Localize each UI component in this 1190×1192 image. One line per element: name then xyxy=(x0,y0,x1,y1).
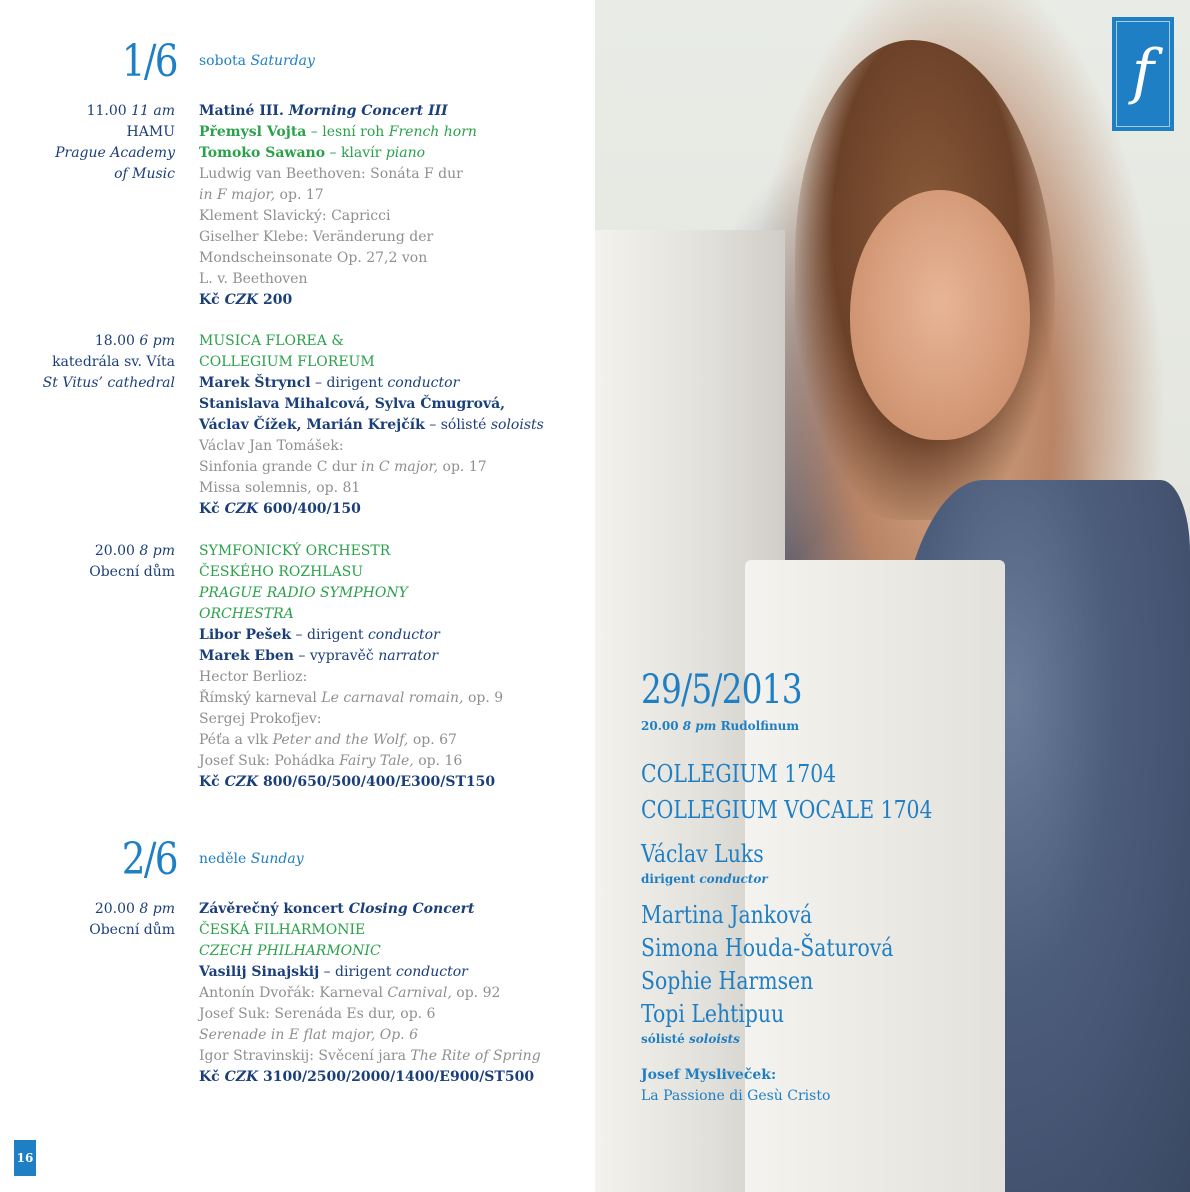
event-time-venue xyxy=(89,899,175,941)
featured-date: 29/5/2013 xyxy=(641,667,802,713)
day-date: 2/6 xyxy=(121,834,177,885)
program-line: Serenade in E flat major, Op. 6 xyxy=(199,1027,418,1043)
soloist-name: Sophie Harmsen xyxy=(641,967,814,995)
featured-soloists xyxy=(641,899,961,1047)
program-line: Sinfonia grande C dur in C major, op. 17 xyxy=(199,459,487,475)
soloists: Václav Čížek, Marián Krejčík – sólisté soloists xyxy=(199,417,544,433)
work-composer: Josef Mysliveček: xyxy=(641,1067,777,1083)
ensemble-name: COLLEGIUM FLOREUM xyxy=(199,354,375,370)
event-venue-en: Prague Academy xyxy=(55,145,175,161)
performer: Přemysl Vojta – lesní roh French horn xyxy=(199,124,477,140)
event-details xyxy=(199,331,544,520)
featured-concert xyxy=(641,666,961,1107)
featured-work xyxy=(641,1065,961,1107)
price: Kč CZK 600/400/150 xyxy=(199,501,361,517)
day-name: neděle Sunday xyxy=(199,851,304,867)
event-time: 20.00 8 pm xyxy=(94,901,175,917)
ensemble-name: SYMFONICKÝ ORCHESTR xyxy=(199,543,391,559)
event-venue-en: St Vitus’ cathedral xyxy=(42,375,175,391)
program-line: in F major, op. 17 xyxy=(199,187,324,203)
event-time-venue xyxy=(43,331,175,394)
event-venue: Obecní dům xyxy=(89,922,175,938)
performer: Vasilij Sinajskij – dirigent conductor xyxy=(199,964,468,980)
soloist-name: Martina Janková xyxy=(641,901,813,929)
soloists-role: sólisté soloists xyxy=(641,1032,740,1046)
event-venue-en: of Music xyxy=(114,166,175,182)
performer: Tomoko Sawano – klavír piano xyxy=(199,145,426,161)
ensemble-name: MUSICA FLOREA & xyxy=(199,333,344,349)
ensemble-name-en: ORCHESTRA xyxy=(199,606,294,622)
program-line: Mondscheinsonate Op. 27,2 von xyxy=(199,250,428,266)
program-line: Antonín Dvořák: Karneval Carnival, op. 92 xyxy=(199,985,501,1001)
event-title: Závěrečný koncert Closing Concert xyxy=(199,901,475,917)
soloist-name: Simona Houda-Šaturová xyxy=(641,934,894,962)
event-details xyxy=(199,101,477,311)
program-line: Římský karneval Le carnaval romain, op. 9 xyxy=(199,690,504,706)
soloist-name: Topi Lehtipuu xyxy=(641,1000,785,1028)
event-venue: Obecní dům xyxy=(89,564,175,580)
price: Kč CZK 800/650/500/400/E300/ST150 xyxy=(199,774,496,790)
ensemble-name-en: CZECH PHILHARMONIC xyxy=(199,943,381,959)
ensemble-name: ČESKÉHO ROZHLASU xyxy=(199,564,364,580)
day-header xyxy=(0,37,595,87)
program-line: Missa solemnis, op. 81 xyxy=(199,480,361,496)
festival-logo xyxy=(1112,17,1174,131)
program-line: Josef Suk: Serenáda Es dur, op. 6 xyxy=(199,1006,436,1022)
logo-letter: f xyxy=(1131,37,1155,107)
program-line: Hector Berlioz: xyxy=(199,669,308,685)
program-line: Klement Slavický: Capricci xyxy=(199,208,391,224)
program-line: Josef Suk: Pohádka Fairy Tale, op. 16 xyxy=(199,753,463,769)
performer: Marek Štryncl – dirigent conductor xyxy=(199,375,460,391)
event-venue: katedrála sv. Víta xyxy=(52,354,175,370)
conductor-role: dirigent conductor xyxy=(641,872,768,886)
day-date: 1/6 xyxy=(121,36,177,87)
soloists: Stanislava Mihalcová, Sylva Čmugrová, xyxy=(199,396,506,412)
featured-ensembles xyxy=(641,756,933,828)
program-line: Péťa a vlk Peter and the Wolf, op. 67 xyxy=(199,732,457,748)
program-line: L. v. Beethoven xyxy=(199,271,308,287)
program-line: Ludwig van Beethoven: Sonáta F dur xyxy=(199,166,463,182)
event-time: 20.00 8 pm xyxy=(94,543,175,559)
event-title: Matiné III. Morning Concert III xyxy=(199,103,448,119)
program-line: Giselher Klebe: Veränderung der xyxy=(199,229,434,245)
event-details xyxy=(199,541,503,793)
featured-conductor xyxy=(641,838,961,887)
event-time-venue xyxy=(55,101,175,185)
performer: Libor Pešek – dirigent conductor xyxy=(199,627,440,643)
price: Kč CZK 3100/2500/2000/1400/E900/ST500 xyxy=(199,1069,535,1085)
ensemble-name: COLLEGIUM VOCALE 1704 xyxy=(641,796,933,824)
event-time: 18.00 6 pm xyxy=(94,333,175,349)
day-header xyxy=(0,835,595,885)
performer: Marek Eben – vypravěč narrator xyxy=(199,648,439,664)
event-venue: HAMU xyxy=(126,124,175,140)
price: Kč CZK 200 xyxy=(199,292,293,308)
event-time-venue xyxy=(89,541,175,583)
logo-frame xyxy=(1116,21,1170,127)
ensemble-name-en: PRAGUE RADIO SYMPHONY xyxy=(199,585,408,601)
photo-page xyxy=(595,0,1190,1192)
program-line: Václav Jan Tomášek: xyxy=(199,438,344,454)
program-line: Igor Stravinskij: Svěcení jara The Rite of Spring xyxy=(199,1048,541,1064)
featured-time-venue: 20.00 8 pm Rudolfinum xyxy=(641,719,800,733)
day-name: sobota Saturday xyxy=(199,53,315,69)
portrait-face xyxy=(850,190,1030,440)
ensemble-name: COLLEGIUM 1704 xyxy=(641,760,837,788)
event-time: 11.00 11 am xyxy=(86,103,175,119)
conductor-name: Václav Luks xyxy=(641,840,764,868)
event-details xyxy=(199,899,541,1088)
ensemble-name: ČESKÁ FILHARMONIE xyxy=(199,922,366,938)
page-number: 16 xyxy=(14,1140,36,1176)
work-title: La Passione di Gesù Cristo xyxy=(641,1088,831,1104)
program-line: Sergej Prokofjev: xyxy=(199,711,322,727)
